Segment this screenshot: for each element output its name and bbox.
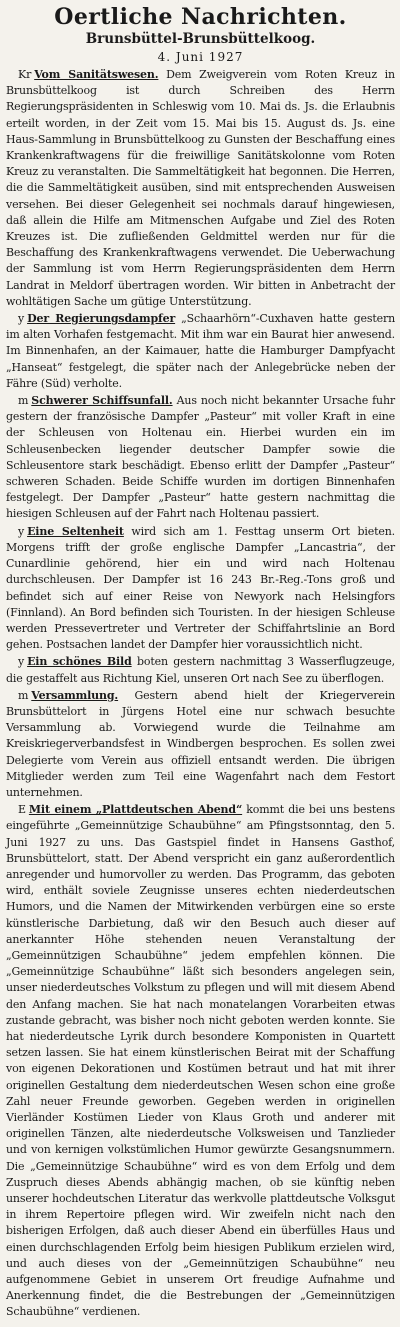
article-headline: Schwerer Schiffsunfall. bbox=[31, 394, 173, 408]
article-sigil: E bbox=[18, 803, 26, 817]
article-sigil: Kr bbox=[18, 68, 32, 81]
article-headline: Versammlung. bbox=[31, 688, 119, 702]
article-sigil: m bbox=[18, 394, 29, 408]
article-regierungsdampfer bbox=[6, 311, 395, 392]
article-sigil: y bbox=[18, 655, 25, 669]
article-body: Gestern abend hielt der Kriegerverein Brunsbüttelort in Jürgens Hotel eine nur schwach besuchte Versammlung ab. Vorwiegend wurde die Teilnahme am Kreiskriegerverbandsfest in Windbergen besprochen. Es sollen zwei Delegierte vom Verein aus offiziell entsandt werden. Die übrigen Mitglieder werden zum Teil eine Wagenfahrt nach dem Festort unternehmen. bbox=[6, 688, 395, 799]
article-body: boten gestern nachmittag 3 Wasserflugzeuge, die gestaffelt aus Richtung Kiel, unseren Ort nach See zu überflogen. bbox=[6, 655, 395, 685]
article-seltenheit bbox=[6, 524, 395, 654]
article-body: wird sich am 1. Festtag unserm Ort bieten. Morgens trifft der große englische Dampfer „Lancastria“, der Cunardlinie gehörend, hier ein und wird nach Holtenau durchschleusen. Der Dampfer ist 16 243 Br.-Reg.-Tons groß und befindet sich auf einer Reise von Newyork nach Helsingfors (Finnland). An Bord befinden sich Touristen. In der hiesigen Schleuse werden Pressevertreter und Vertreter der Schiffahrtslinie an Bord gehen. Postsachen landet der Dampfer hier voraussichtlich nicht. bbox=[6, 524, 396, 652]
article-sigil: m bbox=[18, 688, 29, 702]
article-schoenes-bild bbox=[6, 654, 395, 686]
article-body: Dem Zweigverein vom Roten Kreuz in Brunsbüttelkoog ist durch Schreiben des Herrn Regierungspräsidenten in Schleswig vom 10. Mai ds. Js. die Erlaubnis erteilt worden, in der Zeit vom 15. Mai bis 15. August ds. Js. eine Haus-Sammlung in Brunsbüttelkoog zu Gunsten der Beschaffung eines Krankenkraftwagens für die freiwillige Sanitätskolonne vom Roten Kreuz zu veranstalten. Die Sammeltätigkeit hat begonnen. Die Herren, die die Sammeltätigkeit ausüben, sind mit entsprechenden Ausweisen versehen. Bei dieser Gelegenheit sei nochmals darauf hingewiesen, daß allein die Hilfe am Mitmenschen Aufgabe und Ziel des Roten Kreuzes ist. Die zufließenden Geldmittel werden nur für die Beschaffung des Krankenkraftwagens verwendet. Die Ueberwachung der Sammlung ist vom Herrn Regierungspräsidenten dem Herrn Landrat in Meldorf übertragen worden. Wir bitten in Anbetracht der wohltätigen Sache um gütige Unterstützung. bbox=[6, 68, 395, 308]
article-headline: Der Regierungsdampfer bbox=[27, 312, 176, 326]
section-title: Oertliche Nachrichten. bbox=[54, 4, 347, 30]
article-sanitaetswesen bbox=[6, 67, 395, 310]
section-subtitle: Brunsbüttel-Brunsbüttelkoog. bbox=[85, 31, 316, 47]
article-sigil: y bbox=[18, 524, 25, 538]
article-versammlung bbox=[6, 688, 395, 801]
article-sigil: y bbox=[18, 312, 25, 326]
masthead bbox=[6, 4, 395, 65]
article-list bbox=[6, 67, 395, 1321]
article-body: Aus noch nicht bekannter Ursache fuhr gestern der französische Dampfer „Pasteur“ mit voller Kraft in eine der Schleusen von Holtenau ein. Hierbei wurden ein im Schleusenbecken liegender deutscher Dampfer sowie die Schleusentore stark beschädigt. Ebenso erlitt der Dampfer „Pasteur“ schweren Schaden. Beide Schiffe wurden im dortigen Binnenhafen festgelegt. Der Dampfer „Pasteur“ hatte gestern nachmittag die hiesigen Schleusen auf der Fahrt nach Holtenau passiert. bbox=[6, 394, 395, 521]
issue-date: 4. Juni 1927 bbox=[157, 50, 244, 64]
article-headline: Vom Sanitätswesen. bbox=[34, 68, 159, 81]
article-schiffsunfall bbox=[6, 393, 395, 523]
article-body: kommt die bei uns bestens eingeführte „Gemeinnützige Schaubühne“ am Pfingstsonntag, den 5. Juni 1927 zu uns. Das Gastspiel findet in Hansens Gasthof, Brunsbüttelort, statt. Der Abend verspricht ein ganz außerordentlich anregender und humorvoller zu werden. Das Programm, das geboten wird, enthält soviele Zeugnisse unseres echten niederdeutschen Humors, und die Namen der Mitwirkenden verbürgen eine so erste künstlerische Darbietung, daß wir den Besuch auch dieser auf anerkannter Höhe stehenden neuen Veranstaltung der „Gemeinnützigen Schaubühne“ jedem empfehlen können. Die „Gemeinnützige Schaubühne“ läßt sich besonders angelegen sein, unser niederdeutsches Volkstum zu pflegen und will mit diesem Abend den Anfang machen. Sie hat nach monatelangen Vorarbeiten etwas zustande gebracht, was bisher noch nicht geboten werden konnte. Sie hat niederdeutsche Lyrik durch besondere Komponisten in Quartett setzen lassen. Sie hat einem künstlerischen Beirat mit der Schaffung von eigenen Dekorationen und Kostümen betraut und hat mit ihrer originellen Gestaltung dem niederdeutschen Wesen schon eine große Zahl neuer Freunde geworben. Gegeben werden in originellen Vierländer Kostümen Lieder von Klaus Groth und anderer mit originellen Tänzen, alte niederdeutsche Volksweisen und Tanzlieder und von kernigen volkstümlichen Humor gewürzte Gesangsnummern. Die „Gemeinnützige Schaubühne“ wird es von dem Erfolg und dem Zuspruch dieses Abends abhängig machen, ob sie künftig neben unserer hochdeutschen Literatur das werkvolle plattdeutsche Volksgut in ihrem Repertoire pflegen wird. Wir zweifeln nicht nach den bisherigen Erfolgen, daß auch dieser Abend ein überfülles Haus und einen durchschlagenden Erfolg beim hiesigen Publikum erzielen wird, und auch dieses von der „Gemeinnützigen Schaubühne“ neu aufgenommene Gebiet in unserem Ort freudige Aufnahme und Anerkennung findet, die die Bestrebungen der „Gemeinnützigen Schaubühne“ verdienen. bbox=[6, 803, 395, 1319]
article-plattdeutscher-abend bbox=[6, 802, 395, 1321]
article-headline: Eine Seltenheit bbox=[27, 524, 124, 538]
article-body: „Schaarhörn“-Cuxhaven hatte gestern im alten Vorhafen festgemacht. Mit ihm war ein Baurat hier anwesend. Im Binnenhafen, an der Kaimauer, hatte die Hamburger Dampfyacht „Hanseat“ festgelegt, die später nach der Anlegebrücke neben der Fähre (Süd) verholte. bbox=[6, 312, 396, 390]
article-headline: Ein schönes Bild bbox=[27, 655, 132, 669]
article-headline: Mit einem „Plattdeutschen Abend“ bbox=[28, 803, 243, 817]
